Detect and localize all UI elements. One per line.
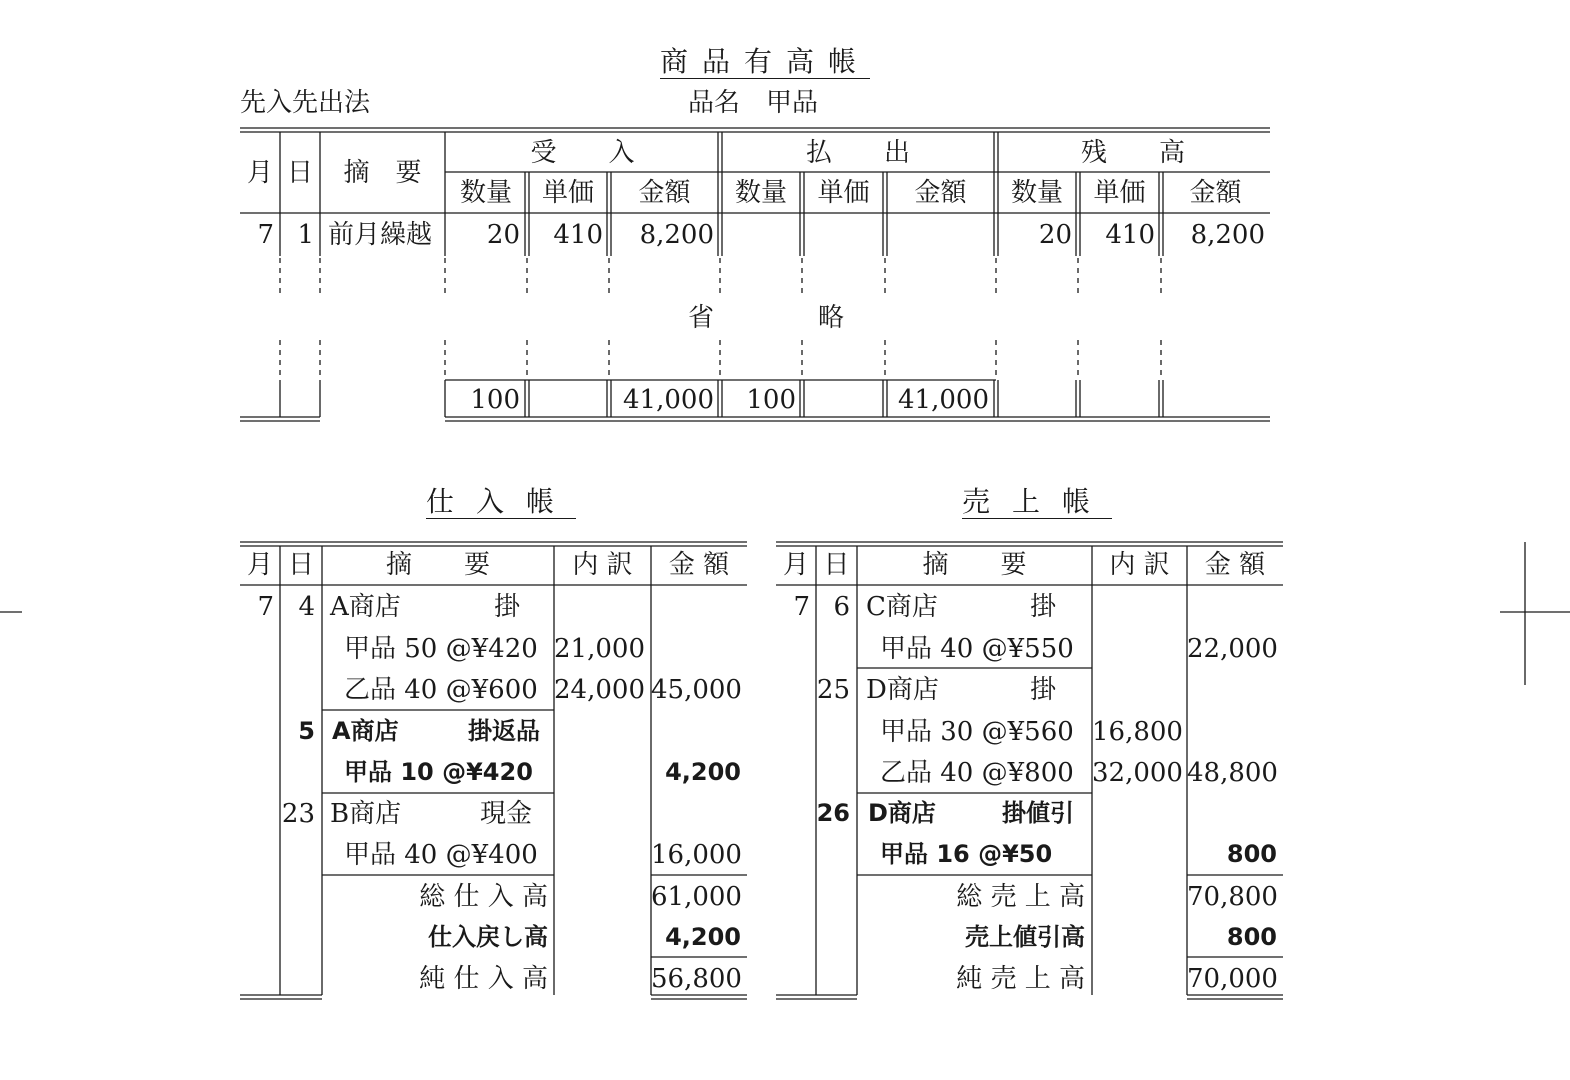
- ledger-total-out-qty: 100: [746, 385, 796, 415]
- sales-row-item: 甲品 40 @¥550: [880, 634, 1074, 664]
- purchases-row-term: 現金: [480, 799, 533, 829]
- purchases-net-amount: 56,800: [651, 964, 742, 994]
- sales-discount-amount: 800: [1226, 923, 1277, 951]
- ledger-row-in-unit: 410: [553, 220, 603, 250]
- ledger-row-in-qty: 20: [486, 220, 520, 250]
- sales-row-amount: 800: [1226, 840, 1277, 868]
- ledger-header-out-qty: 数量: [734, 178, 787, 208]
- ledger-item-name: 品名 甲品: [688, 88, 819, 118]
- sales-row-summary: C商店: [866, 592, 938, 622]
- ledger-total-in-qty: 100: [470, 385, 520, 415]
- purchases-row-summary: A商店: [330, 592, 401, 622]
- sales-title: 売上帳: [962, 485, 1113, 518]
- sales-row-summary: D商店: [868, 799, 936, 827]
- ledger-header-bal-unit: 単価: [1093, 178, 1146, 208]
- purchases-header-detail: 内 訳: [572, 550, 633, 580]
- ledger-header-month: 月: [246, 158, 273, 188]
- ledger-row-bal-qty: 20: [1038, 220, 1072, 250]
- sales-net-label: 純 売 上 高: [956, 964, 1085, 994]
- sales-row-day: 26: [816, 799, 850, 827]
- purchases-row-item: 甲品 10 @¥420: [344, 758, 533, 786]
- purchases-total-label: 総 仕 入 高: [419, 882, 548, 912]
- sales-row-item: 乙品 40 @¥800: [880, 758, 1074, 788]
- sales-row-term: 掛: [1030, 675, 1057, 705]
- sales-discount-label: 売上値引高: [965, 923, 1085, 951]
- sales-row-term: 掛: [1030, 592, 1057, 622]
- ledger-row-summary: 前月繰越: [328, 220, 433, 250]
- sales-row-item: 甲品 16 @¥50: [880, 840, 1053, 868]
- ledger-header-out-unit: 単価: [817, 178, 870, 208]
- purchases-row-day: 5: [298, 717, 315, 745]
- sales-row-month: 7: [793, 592, 810, 622]
- purchases-row-day: 4: [298, 592, 315, 622]
- purchases-title: 仕入帳: [426, 485, 577, 518]
- ledger-header-in-qty: 数量: [459, 178, 512, 208]
- purchases-row-detail: 21,000: [554, 634, 645, 664]
- sales-row-summary: D商店: [866, 675, 939, 705]
- sales-header-amount: 金 額: [1204, 550, 1266, 580]
- purchases-row-amount: 45,000: [651, 675, 742, 705]
- sales-header-detail: 内 訳: [1109, 550, 1170, 580]
- purchases-row-term: 掛: [494, 592, 521, 622]
- sales-header-month: 月: [782, 550, 809, 580]
- ledger-header-balance: 残 高: [1080, 138, 1185, 168]
- sales-row-detail: 32,000: [1092, 758, 1183, 788]
- purchases-header-day: 日: [287, 550, 314, 580]
- purchases-row-amount: 16,000: [651, 840, 742, 870]
- ledger-row-day: 1: [297, 220, 314, 250]
- ledger-row-bal-unit: 410: [1105, 220, 1155, 250]
- ledger-header-day: 日: [286, 158, 313, 188]
- purchases-net-label: 純 仕 入 高: [419, 964, 548, 994]
- sales-row-day: 25: [816, 675, 850, 705]
- sales-net-amount: 70,000: [1187, 964, 1278, 994]
- sales-row-detail: 16,800: [1092, 717, 1183, 747]
- sales-header-day: 日: [823, 550, 850, 580]
- sales-total-amount: 70,800: [1187, 882, 1278, 912]
- purchases-row-amount: 4,200: [665, 758, 741, 786]
- ledger-header-in-unit: 単価: [541, 178, 594, 208]
- ledger-total-out-amount: 41,000: [898, 385, 989, 415]
- purchases-row-item: 甲品 40 @¥400: [344, 840, 538, 870]
- sales-header-summary: 摘 要: [922, 550, 1027, 580]
- ledger-row-month: 7: [257, 220, 274, 250]
- purchases-returns-amount: 4,200: [665, 923, 741, 951]
- ledger-header-summary: 摘 要: [343, 158, 422, 188]
- purchases-header-amount: 金 額: [668, 550, 730, 580]
- ledger-row-bal-amount: 8,200: [1190, 220, 1265, 250]
- purchases-row-day: 23: [281, 799, 315, 829]
- sales-row-term: 掛値引: [1002, 799, 1074, 827]
- ledger-method: 先入先出法: [240, 88, 371, 118]
- ledger-header-in-amount: 金額: [638, 178, 691, 208]
- purchases-total-amount: 61,000: [651, 882, 742, 912]
- ledger-header-bal-qty: 数量: [1010, 178, 1063, 208]
- purchases-row-item: 甲品 50 @¥420: [344, 634, 538, 664]
- ledger-header-receipt: 受 入: [530, 138, 635, 168]
- ledger-total-in-amount: 41,000: [623, 385, 714, 415]
- purchases-row-item: 乙品 40 @¥600: [344, 675, 538, 705]
- ledger-header-bal-amount: 金額: [1189, 178, 1242, 208]
- purchases-returns-label: 仕入戻し高: [428, 923, 548, 951]
- purchases-row-term: 掛返品: [468, 717, 540, 745]
- purchases-row-summary: A商店: [332, 717, 399, 745]
- purchases-row-month: 7: [257, 592, 274, 622]
- ledger-header-issue: 払 出: [805, 138, 910, 168]
- ledger-header-out-amount: 金額: [914, 178, 967, 208]
- sales-row-item: 甲品 30 @¥560: [880, 717, 1074, 747]
- ledger-title: 商品有高帳: [660, 45, 871, 78]
- sales-row-amount: 22,000: [1187, 634, 1278, 664]
- sales-total-label: 総 売 上 高: [956, 882, 1085, 912]
- purchases-header-month: 月: [246, 550, 273, 580]
- purchases-row-summary: B商店: [330, 799, 402, 829]
- sales-row-day: 6: [833, 592, 850, 622]
- ledger-row-in-amount: 8,200: [639, 220, 714, 250]
- purchases-header-summary: 摘 要: [385, 550, 490, 580]
- sales-row-amount: 48,800: [1187, 758, 1278, 788]
- ledger-omitted: 省 略: [688, 303, 845, 333]
- purchases-row-detail: 24,000: [554, 675, 645, 705]
